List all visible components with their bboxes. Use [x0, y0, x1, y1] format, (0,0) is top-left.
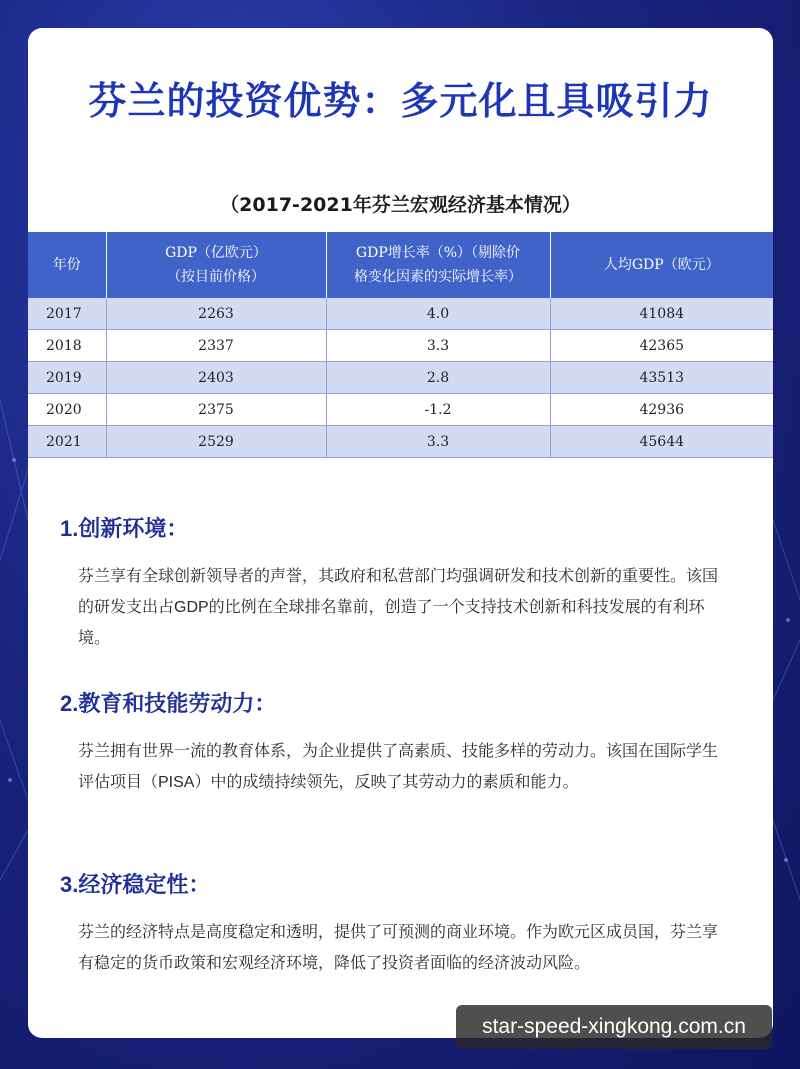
table-row [28, 426, 773, 458]
cell-per-capita: 41084 [550, 298, 773, 330]
table-caption: （2017-2021年芬兰宏观经济基本情况） [220, 194, 581, 216]
section-economy [28, 868, 773, 979]
header-gdp [106, 232, 326, 298]
cell-year: 2021 [28, 426, 106, 458]
gdp-table [28, 232, 773, 458]
cell-gdp: 2375 [106, 394, 326, 426]
section-body: 芬兰拥有世界一流的教育体系，为企业提供了高素质、技能多样的劳动力。该国在国际学生评估项目（PISA）中的成绩持续领先，反映了其劳动力的素质和能力。 [78, 743, 719, 791]
header-growth-line1: GDP增长率（%）（剔除价 [355, 245, 521, 261]
header-growth-line2: 格变化因素的实际增长率） [354, 269, 522, 285]
header-gdp-line2: （按目前价格） [167, 269, 265, 285]
table-row [28, 330, 773, 362]
table-row [28, 362, 773, 394]
cell-gdp: 2403 [106, 362, 326, 394]
cell-gdp: 2263 [106, 298, 326, 330]
cell-per-capita: 42365 [550, 330, 773, 362]
table-header [28, 232, 773, 298]
cell-year: 2020 [28, 394, 106, 426]
cell-year: 2018 [28, 330, 106, 362]
cell-growth: 4.0 [326, 298, 550, 330]
section-innovation [28, 512, 773, 654]
cell-gdp: 2337 [106, 330, 326, 362]
cell-per-capita: 42936 [550, 394, 773, 426]
header-gdp-line1: GDP（亿欧元） [165, 245, 267, 261]
cell-gdp: 2529 [106, 426, 326, 458]
header-year: 年份 [28, 232, 106, 298]
table-row [28, 394, 773, 426]
section-body: 芬兰的经济特点是高度稳定和透明，提供了可预测的商业环境。作为欧元区成员国，芬兰享有稳定的货币政策和宏观经济环境，降低了投资者面临的经济波动风险。 [78, 924, 719, 972]
cell-per-capita: 45644 [550, 426, 773, 458]
page-title: 芬兰的投资优势：多元化且具吸引力 [88, 79, 713, 123]
content-card [28, 28, 773, 1038]
cell-growth: 3.3 [326, 330, 550, 362]
header-per-capita: 人均GDP（欧元） [550, 232, 773, 298]
table-row [28, 298, 773, 330]
cell-year: 2019 [28, 362, 106, 394]
watermark: star-speed-xingkong.com.cn [456, 1005, 772, 1049]
cell-growth: 2.8 [326, 362, 550, 394]
section-body: 芬兰享有全球创新领导者的声誉，其政府和私营部门均强调研发和技术创新的重要性。该国的研发支出占GDP的比例在全球排名靠前，创造了一个支持技术创新和科技发展的有利环境。 [78, 568, 719, 647]
cell-growth: -1.2 [326, 394, 550, 426]
section-education [28, 687, 773, 798]
section-heading: 2.教育和技能劳动力： [60, 691, 277, 716]
cell-per-capita: 43513 [550, 362, 773, 394]
section-heading: 1.创新环境： [60, 516, 189, 541]
cell-year: 2017 [28, 298, 106, 330]
cell-growth: 3.3 [326, 426, 550, 458]
header-growth [326, 232, 550, 298]
section-heading: 3.经济稳定性： [60, 872, 211, 897]
